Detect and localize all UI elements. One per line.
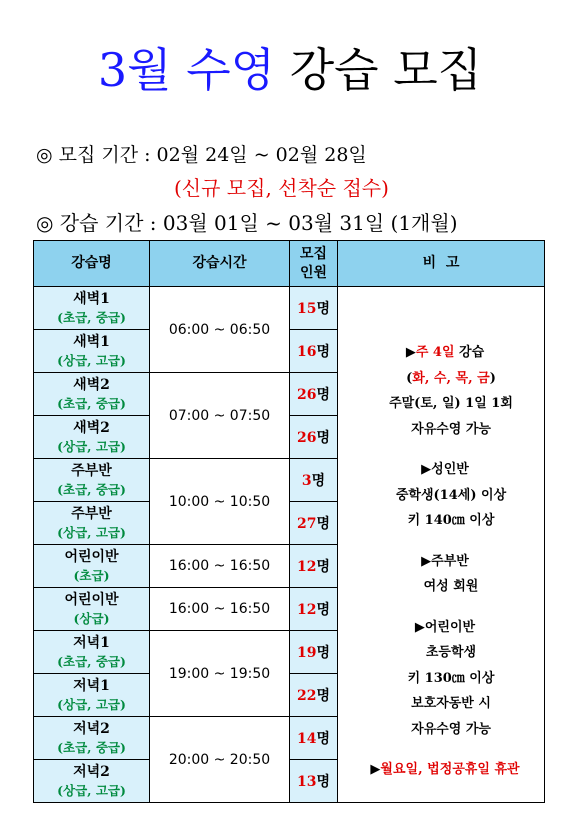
count-cell xyxy=(290,330,338,373)
class-name: 어린이반 xyxy=(64,549,119,565)
note-housewife-title: ▶주부반 xyxy=(421,553,469,569)
class-name: 새벽2 xyxy=(73,377,110,393)
class-level: (상급, 고급) xyxy=(57,353,126,368)
note-closed-red: 월요일, 법정공휴일 휴관 xyxy=(380,762,520,778)
class-level: (초급, 중급) xyxy=(57,482,126,497)
paren-open: ( xyxy=(406,370,413,386)
count-value: 22 xyxy=(296,688,317,704)
note-kids-l1: 초등학생 xyxy=(425,645,477,661)
class-level: (상급, 고급) xyxy=(57,439,126,454)
class-cell xyxy=(34,287,150,330)
count-cell xyxy=(290,416,338,459)
class-level: (초급, 중급) xyxy=(57,654,126,669)
class-cell xyxy=(34,416,150,459)
class-level: (상급, 고급) xyxy=(57,697,126,712)
title-highlight: 3월 수영 xyxy=(97,43,276,97)
time-cell: 10:00 ~ 10:50 xyxy=(150,459,290,545)
count-cell xyxy=(290,373,338,416)
table-header-row xyxy=(34,241,545,287)
note-weekly xyxy=(346,340,544,366)
class-name: 어린이반 xyxy=(64,592,119,608)
class-level: (상급) xyxy=(73,611,110,626)
time-cell: 16:00 ~ 16:50 xyxy=(150,545,290,588)
spacer xyxy=(346,600,544,615)
note-free-swim: 자유수영 가능 xyxy=(411,421,491,437)
note-adult-title: ▶성인반 xyxy=(421,462,469,478)
class-level: (초급, 중급) xyxy=(57,740,126,755)
class-name: 새벽1 xyxy=(73,334,110,350)
recruit-notice: (신규 모집, 선착순 접수) xyxy=(174,176,389,200)
count-value: 12 xyxy=(296,559,317,575)
table-row xyxy=(34,287,545,330)
count-unit: 명 xyxy=(316,602,330,618)
count-unit: 명 xyxy=(311,473,326,489)
class-name: 저녁2 xyxy=(73,721,110,737)
arrow-icon: ▶ xyxy=(405,345,416,361)
count-unit: 명 xyxy=(316,774,330,790)
count-value: 26 xyxy=(296,387,317,403)
count-unit: 명 xyxy=(316,559,330,575)
note-housewife-l1: 여성 회원 xyxy=(423,579,479,595)
count-unit: 명 xyxy=(316,731,330,747)
count-value: 3 xyxy=(301,473,312,489)
class-level: (상급, 고급) xyxy=(57,783,126,798)
time-cell: 07:00 ~ 07:50 xyxy=(150,373,290,459)
paren-close: ) xyxy=(489,370,496,386)
count-cell xyxy=(290,631,338,674)
class-name: 주부반 xyxy=(71,463,112,479)
arrow-icon: ▶ xyxy=(370,762,381,778)
spacer xyxy=(346,442,544,457)
count-cell xyxy=(290,717,338,760)
note-kids-l2: 키 130㎝ 이상 xyxy=(407,670,495,686)
header-name: 강습명 xyxy=(34,241,150,287)
note-kids-title: ▶어린이반 xyxy=(414,619,476,635)
time-cell: 16:00 ~ 16:50 xyxy=(150,588,290,631)
class-cell xyxy=(34,330,150,373)
note-adult-age: 중학생(14세) 이상 xyxy=(395,487,507,503)
time-cell: 06:00 ~ 06:50 xyxy=(150,287,290,373)
note-weekend: 주말(토, 일) 1일 1회 xyxy=(389,396,513,412)
count-unit: 명 xyxy=(316,430,330,446)
class-cell xyxy=(34,717,150,760)
count-value: 12 xyxy=(296,602,317,618)
header-capacity-l1: 모집 xyxy=(299,245,328,262)
count-cell xyxy=(290,459,338,502)
class-cell xyxy=(34,459,150,502)
recruit-period: ◎ 모집 기간 : 02월 24일 ~ 02월 28일 xyxy=(36,144,367,166)
time-cell: 19:00 ~ 19:50 xyxy=(150,631,290,717)
note-days-red: 화, 수, 목, 금 xyxy=(412,370,490,386)
header-capacity xyxy=(290,241,338,287)
header-notes: 비 고 xyxy=(338,241,545,287)
count-value: 26 xyxy=(296,430,317,446)
class-cell xyxy=(34,373,150,416)
header-time: 강습시간 xyxy=(150,241,290,287)
class-name: 새벽2 xyxy=(73,420,110,436)
class-level: (초급, 중급) xyxy=(57,396,126,411)
class-name: 저녁1 xyxy=(73,635,110,651)
count-cell xyxy=(290,588,338,631)
count-unit: 명 xyxy=(316,387,330,403)
note-kids-l4: 자유수영 가능 xyxy=(411,721,491,737)
schedule-table xyxy=(33,240,545,803)
note-days xyxy=(346,366,544,392)
note-adult-height: 키 140㎝ 이상 xyxy=(407,513,495,529)
count-cell xyxy=(290,287,338,330)
class-level: (상급, 고급) xyxy=(57,525,126,540)
count-value: 14 xyxy=(296,731,317,747)
notes-cell xyxy=(338,287,545,803)
class-name: 주부반 xyxy=(71,506,112,522)
spacer xyxy=(346,742,544,757)
count-unit: 명 xyxy=(316,344,330,360)
title-rest: 강습 모집 xyxy=(275,43,483,97)
count-value: 16 xyxy=(296,344,317,360)
class-cell xyxy=(34,545,150,588)
count-unit: 명 xyxy=(316,688,330,704)
count-cell xyxy=(290,545,338,588)
class-cell xyxy=(34,502,150,545)
count-unit: 명 xyxy=(316,301,330,317)
class-cell xyxy=(34,760,150,803)
count-value: 27 xyxy=(296,516,317,532)
class-cell xyxy=(34,631,150,674)
count-value: 13 xyxy=(296,774,317,790)
class-level: (초급) xyxy=(73,568,110,583)
class-name: 새벽1 xyxy=(73,291,110,307)
class-level: (초급, 중급) xyxy=(57,310,126,325)
note-kids-l3: 보호자동반 시 xyxy=(411,696,491,712)
count-unit: 명 xyxy=(316,516,330,532)
count-cell xyxy=(290,502,338,545)
count-cell xyxy=(290,674,338,717)
note-weekly-rest: 강습 xyxy=(454,345,485,361)
class-name: 저녁1 xyxy=(73,678,110,694)
lesson-period: ◎ 강습 기간 : 03월 01일 ~ 03월 31일 (1개월) xyxy=(36,211,458,235)
class-name: 저녁2 xyxy=(73,764,110,780)
count-unit: 명 xyxy=(316,645,330,661)
note-closed xyxy=(346,757,544,783)
spacer xyxy=(346,534,544,549)
class-cell xyxy=(34,588,150,631)
note-weekly-red: 주 4일 xyxy=(415,345,455,361)
count-value: 15 xyxy=(296,301,317,317)
count-value: 19 xyxy=(296,645,317,661)
header-capacity-l2: 인원 xyxy=(299,264,328,281)
time-cell: 20:00 ~ 20:50 xyxy=(150,717,290,803)
page-title xyxy=(0,42,580,98)
class-cell xyxy=(34,674,150,717)
count-cell xyxy=(290,760,338,803)
